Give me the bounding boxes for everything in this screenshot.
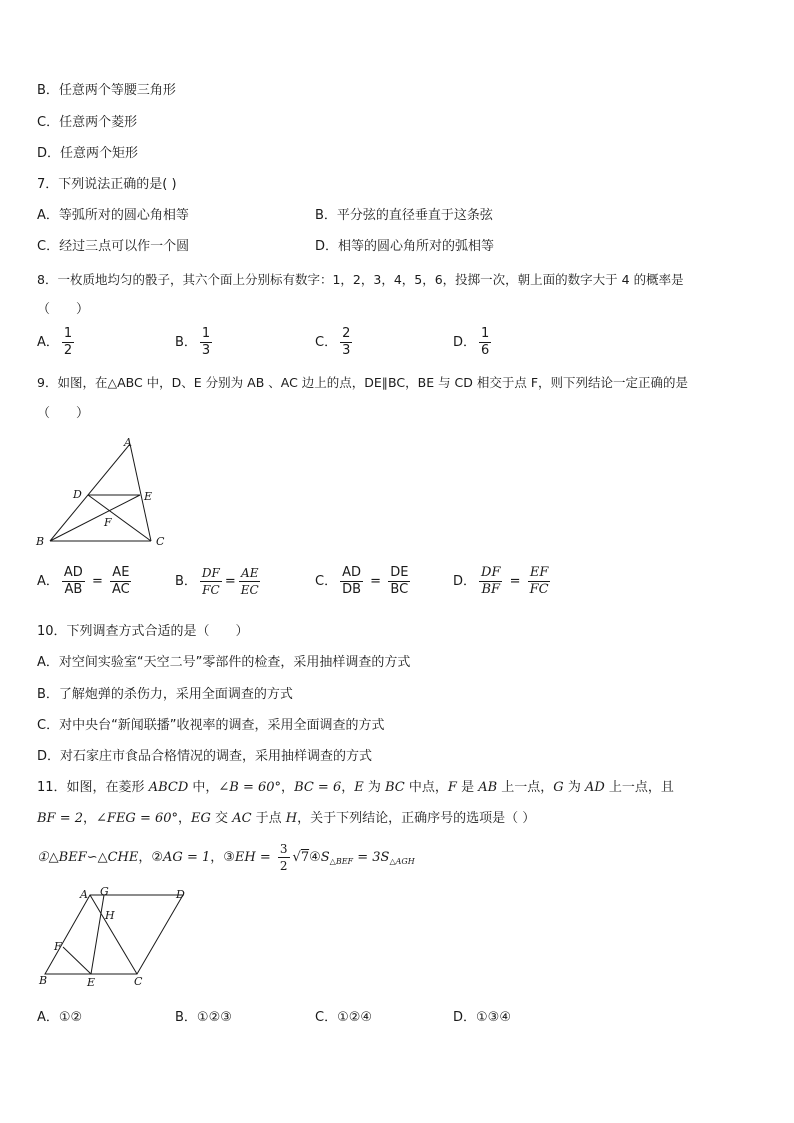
line-ef xyxy=(63,947,91,974)
q11-stem-line1: 11．如图，在菱形 ABCD 中，∠B = 60°，BC = 6，E 为 BC 中点，F 是 AB 上一点，G 为 AD 上一点，且 xyxy=(37,780,674,795)
q9-option-c: C． $\frac{AD}{DB}$ = $\frac{DE}{BC}$ xyxy=(315,565,409,597)
q8-option-a xyxy=(37,327,77,358)
q10-stem: 10．下列调查方式合适的是（ ） xyxy=(37,624,249,639)
option-label: D． xyxy=(453,335,477,350)
q11-conclusions: ①△BEF∽△CHE，②AG = 1，③EH = $\frac{3}{2}$ $√7④S_{\triangle BEF} = 3S_{\triangle AGH}$ xyxy=(37,842,415,873)
q7-option-d: D．相等的圆心角所对的弧相等 xyxy=(315,239,495,254)
q9-stem: 9．如图，在△ABC 中，D、E 分别为 AB 、AC 边上的点，DE∥BC，BE 与 CD 相交于点 F，则下列结论一定正确的是 xyxy=(37,375,689,390)
q7-option-a: A．等弧所对的圆心角相等 xyxy=(37,208,189,223)
q8-option-d xyxy=(453,327,494,358)
q6-option-c: C．任意两个菱形 xyxy=(37,115,138,130)
label-g: G xyxy=(100,885,109,898)
label-d: D xyxy=(176,888,185,901)
option-label: C． xyxy=(315,335,338,350)
fraction: $\frac{2}{3}$ xyxy=(342,326,351,358)
label-f: F xyxy=(104,516,112,529)
q9-option-a: A． $\frac{AD}{AB}$ = $\frac{AE}{AC}$ xyxy=(37,565,130,597)
q8-option-c xyxy=(315,327,355,358)
q11-option-a: A．①② xyxy=(37,1010,83,1025)
label-e: E xyxy=(87,976,96,989)
q6-option-d: D．任意两个矩形 xyxy=(37,146,139,161)
q11-rhombus-figure xyxy=(33,885,193,990)
label-d: D xyxy=(73,488,82,501)
label-b: B xyxy=(36,535,45,548)
fraction: $\frac{1}{2}$ xyxy=(63,326,73,358)
option-label: A． xyxy=(37,335,59,350)
label-b: B xyxy=(39,974,48,987)
fraction: $\frac{1}{6}$ xyxy=(481,326,490,358)
q9-option-d: D． $\frac{DF}{BF}$ = $\frac{EF}{FC}$ xyxy=(453,565,549,597)
line-be xyxy=(50,495,140,541)
q11-option-c: C．①②④ xyxy=(315,1010,373,1025)
line-ab xyxy=(50,444,130,541)
option-label: B． xyxy=(175,335,197,350)
q10-option-a: A．对空间实验室“天空二号”零部件的检查，采用抽样调查的方式 xyxy=(37,655,411,670)
fraction: $\frac{1}{3}$ xyxy=(201,326,211,358)
q10-option-d: D．对石家庄市食品合格情况的调查，采用抽样调查的方式 xyxy=(37,749,373,764)
q8-paren: （ ） xyxy=(37,302,90,317)
q7-option-b: B．平分弦的直径垂直于这条弦 xyxy=(315,208,493,223)
q9-triangle-figure xyxy=(30,432,180,552)
label-c: C xyxy=(134,975,143,988)
q10-option-c: C．对中央台“新闻联播”收视率的调查，采用全面调查的方式 xyxy=(37,718,385,733)
q11-option-d: D．①③④ xyxy=(453,1010,511,1025)
q8-option-b xyxy=(175,327,215,358)
q9-paren: （ ） xyxy=(37,406,90,421)
q11-option-b: B．①②③ xyxy=(175,1010,232,1025)
label-a: A xyxy=(124,436,132,449)
label-e: E xyxy=(144,490,153,503)
q6-option-b: B．任意两个等腰三角形 xyxy=(37,83,176,98)
q7-stem: 7．下列说法正确的是( ) xyxy=(37,177,177,192)
q11-stem-line2: BF = 2，∠FEG = 60°，EG 交 AC 于点 H，关于下列结论，正确序号的选项是（ ） xyxy=(37,811,536,826)
q8-stem: 8．一枚质地均匀的骰子，其六个面上分别标有数字：1，2，3，4，5，6，投掷一次，朝上面的数字大于 4 的概率是 xyxy=(37,272,684,287)
label-f: F xyxy=(54,940,62,953)
label-a: A xyxy=(80,888,88,901)
line-cd xyxy=(88,495,151,541)
label-c: C xyxy=(156,535,165,548)
q10-option-b: B．了解炮弹的杀伤力，采用全面调查的方式 xyxy=(37,687,293,702)
label-h: H xyxy=(105,909,115,922)
q9-option-b: B． $\frac{DF}{FC}$ = $\frac{AE}{EC}$ xyxy=(175,566,259,597)
q7-option-c: C．经过三点可以作一个圆 xyxy=(37,239,190,254)
